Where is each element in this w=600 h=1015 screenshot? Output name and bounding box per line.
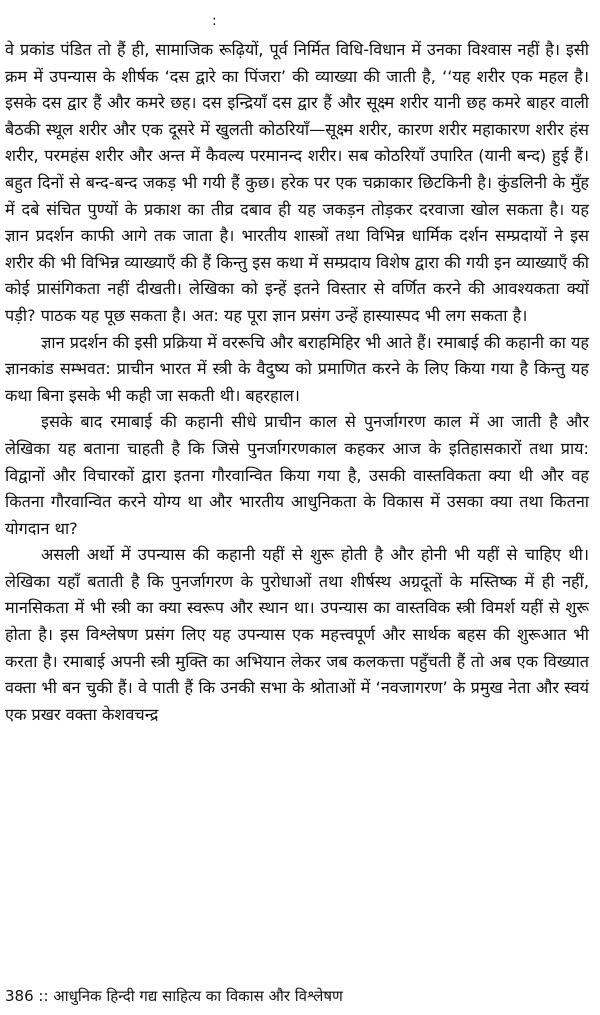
top-mark: : [212,13,217,29]
page-body [5,37,589,728]
paragraph-4: असली अर्थो में उपन्यास की कहानी यहीं से शुरू होती है और होनी भी यहीं से चाहिए थी। लेखिका यहाँ बताती है कि पुनर्जागरण के पुरोधाओं तथा शीर्षस्थ अग्रदूतों के मस्तिष्क में ही नहीं, मानसिकता में भी स्त्री का क्या स्वरूप और स्थान था। उपन्यास का वास्तविक स्त्री विमर्श यहीं से शुरू होता है। इस विश्लेषण प्रसंग लिए यह उपन्यास एक महत्त्वपूर्ण और सार्थक बहस की शुरूआत भी करता है। रमाबाई अपनी स्त्री मुक्ति का अभियान लेकर जब कलकत्ता पहुँचती हैं तो अब एक विख्यात वक्ता भी बन चुकी हैं। वे पाती हैं कि उनकी सभा के श्रोताओं में ‘नवजागरण’ के प्रमुख नेता और स्वयं एक प्रखर वक्ता केशवचन्द्र [5,545,589,724]
paragraph-3: इसके बाद रमाबाई की कहानी सीधे प्राचीन काल से पुनर्जागरण काल में आ जाती है और लेखिका यह बताना चाहती है कि जिसे पुनर्जागरणकाल कहकर आज के इतिहासकारों तथा प्राय: विद्वानों और विचारकों द्वारा इतना गौरवान्वित किया गया है, उसकी वास्तविकता क्या थी और वह कितना गौरवान्वित करने योग्य था और भारतीय आधुनिकता के विकास में उसका क्या तथा कितना योगदान था? [5,412,589,538]
paragraph-1: वे प्रकांड पंडित तो हैं ही, सामाजिक रूढ़ियों, पूर्व निर्मित विधि-विधान में उनका विश्वास नहीं है। इसी क्रम में उपन्यास के शीर्षक ‘दस द्वारे का पिंजरा’ की व्याख्या की जाती है, ‘‘यह शरीर एक महल है। इसके दस द्वार हैं और कमरे छह। दस इन्द्रियाँ दस द्वार हैं और सूक्ष्म शरीर यानी छह कमरे बाहर वाली बैठकी स्थूल शरीर और एक दूसरे में खुलती कोठरियाँ—सूक्ष्म शरीर, कारण शरीर महाकारण शरीर हंस शरीर, परमहंस शरीर और अन्त में कैवल्य परमानन्द शरीर। सब कोठरियाँ उपारित (यानी बन्द) हुई हैं। बहुत दिनों से बन्द-बन्द जकड़ भी गयी हैं कुछ। हरेक पर एक चक्राकार छिटकिनी है। कुंडलिनी के मुँह में दबे संचित पुण्यों के प्रकाश का तीव्र दबाव ही यह जकड़न तोड़कर दरवाजा खोल सकता है। यह ज्ञान प्रदर्शन काफी आगे तक जाता है। भारतीय शास्त्रों तथा विभिन्न धार्मिक दर्शन सम्प्रदायों ने इस शरीर की भी विभिन्न व्याख्याएँ की हैं किन्तु इस कथा में सम्प्रदाय विशेष द्वारा की गयी इन व्याख्याएँ की कोई प्रासंगिकता नहीं दीखती। लेखिका को इन्हें इतने विस्तार से वर्णित करने की आवश्यकता क्यों पड़ी? पाठक यह पूछ सकता है। अत: यह पूरा ज्ञान प्रसंग उन्हें हास्यास्पद भी लग सकता है। [5,40,589,325]
page-footer: 386 :: आधुनिक हिन्दी गद्य साहित्य का विकास और विश्लेषण [5,987,343,1005]
paragraph-2: ज्ञान प्रदर्शन की इसी प्रक्रिया में वररूचि और बराहमिहिर भी आते हैं। रमाबाई की कहानी का यह ज्ञानकांड सम्भवत: प्राचीन भारत में स्त्री के वैदुष्य को प्रमाणित करने के लिए किया गया है किन्तु यह कथा बिना इसके भी कही जा सकती थी। बहरहाल। [5,332,589,405]
